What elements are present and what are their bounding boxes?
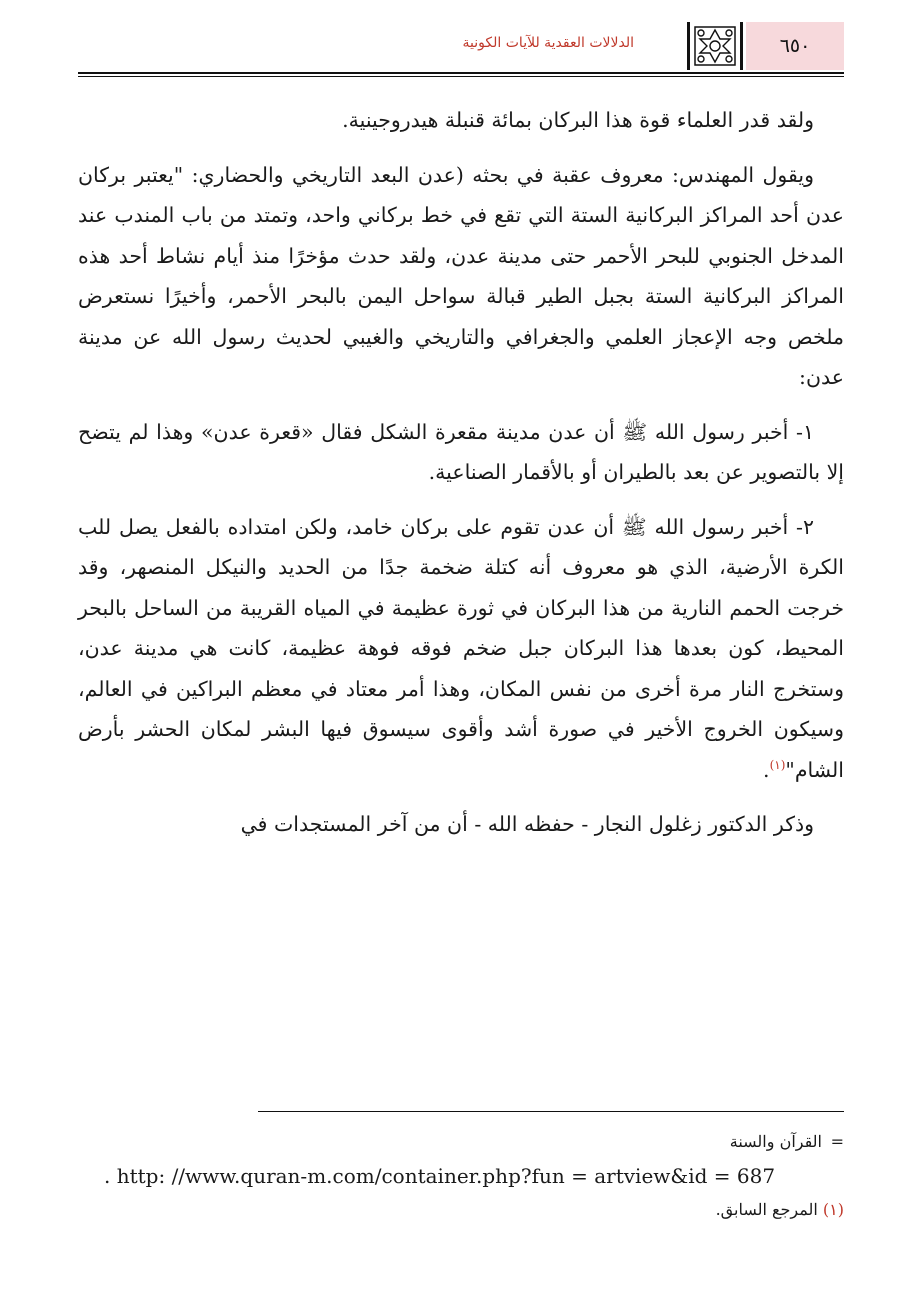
header-rule-thin bbox=[78, 76, 844, 77]
paragraph: ولقد قدر العلماء قوة هذا البركان بمائة قنبلة هيدروجينية. bbox=[342, 108, 814, 132]
header-rule bbox=[78, 72, 844, 74]
footnote-item bbox=[78, 1194, 844, 1226]
footnote-reference[interactable]: (١) bbox=[769, 757, 786, 772]
footnotes bbox=[78, 1126, 844, 1226]
paragraph: ويقول المهندس: معروف عقبة في بحثه (عدن البعد التاريخي والحضاري: "يعتبر بركان عدن أحد المراكز البركانية الستة التي تقع في خط بركاني واحد، وتمتد من باب المندب عند المدخل الجنوبي للبحر الأحمر حتى مدينة عدن، ولقد حدث مؤخرًا منذ أيام نشاط أحد هذه المراكز البركانية الستة بجبل الطير قبالة سواحل اليمن بالبحر الأحمر، وأخيرًا نستعرض ملخص وجه الإعجاز العلمي والجغرافي والتاريخي والغيبي لحديث رسول الله عن مدينة عدن: bbox=[78, 162, 844, 389]
footnote-text: المرجع السابق. bbox=[715, 1200, 818, 1219]
footnote-number: (١) bbox=[822, 1200, 844, 1219]
geometric-star-ornament-icon bbox=[686, 22, 744, 70]
footnote-url[interactable]: . http: //www.quran-m.com/container.php?fun = artview&id = 687 bbox=[104, 1164, 776, 1188]
paragraph bbox=[78, 507, 844, 791]
page-body bbox=[78, 100, 844, 845]
page-number-box bbox=[746, 22, 844, 70]
paragraph: ١- أخبر رسول الله ﷺ أن عدن مدينة مقعرة الشكل فقال «قعرة عدن» وهذا لم يتضح إلا بالتصوير عن بعد بالطيران أو بالأقمار الصناعية. bbox=[78, 419, 844, 484]
page-header bbox=[78, 22, 844, 72]
continuation-text: القرآن والسنة bbox=[729, 1132, 822, 1151]
footnote-continuation bbox=[78, 1126, 844, 1158]
footnote-separator bbox=[258, 1111, 844, 1112]
page-number: ٦٥٠ bbox=[779, 35, 811, 57]
paragraph-end-mark: . bbox=[763, 757, 770, 782]
paragraph-text: ٢- أخبر رسول الله ﷺ أن عدن تقوم على بركان خامد، ولكن امتداده بالفعل يصل للب الكرة الأرضية، الذي هو معروف أنه كتلة ضخمة جدًا من الحديد والنيكل المنصهر، وقد خرجت الحمم النارية من هذا البركان في ثورة عظيمة في المياه القريبة من الساحل بالبحر المحيط، كون بعدها هذا البركان جبل ضخم فوقه فوهة عظيمة، كانت هي مدينة عدن، وستخرج النار مرة أخرى من نفس المكان، وهذا أمر معتاد في معظم البراكين في العالم، وسيكون الخروج الأخير في صورة أشد وأقوى سيسوق فيها البشر لمكان الحشر بأرض الشام" bbox=[78, 514, 844, 782]
running-title: الدلالات العقدية للآيات الكونية bbox=[462, 35, 634, 51]
continuation-mark: = bbox=[830, 1132, 844, 1151]
paragraph: وذكر الدكتور زغلول النجار - حفظه الله - أن من آخر المستجدات في bbox=[240, 812, 814, 836]
